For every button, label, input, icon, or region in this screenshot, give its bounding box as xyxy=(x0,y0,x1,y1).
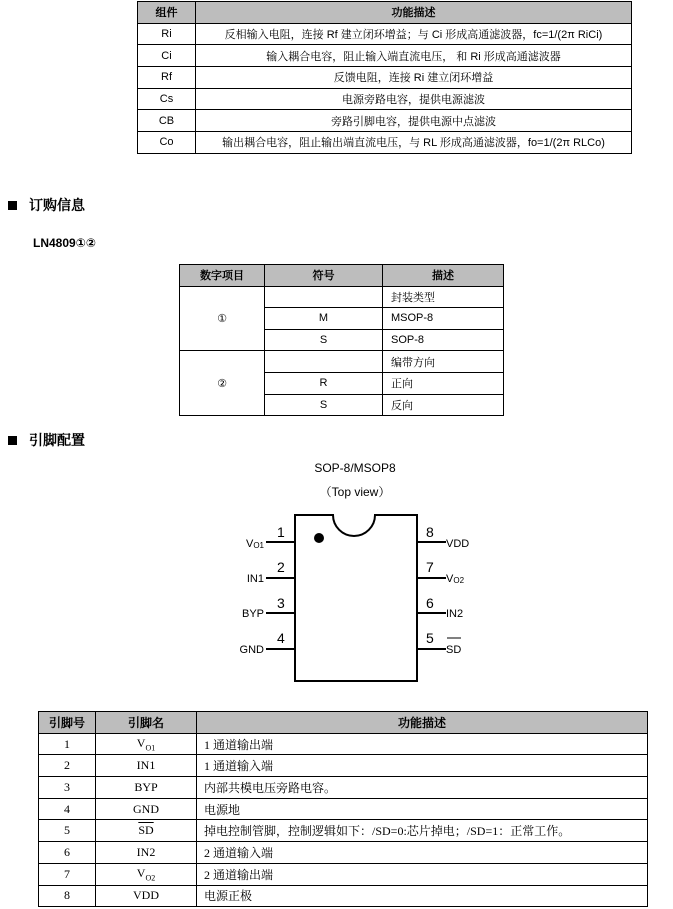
header-symbol: 符号 xyxy=(265,265,383,287)
part-number: LN4809①② xyxy=(33,236,97,250)
pin-name-cell: $V_{O2}$ xyxy=(96,863,197,885)
component-desc: 输入耦合电容，阻止输入端直流电压， 和 Ri 形成高通滤波器 xyxy=(196,45,632,67)
desc-cell: MSOP-8 xyxy=(383,308,504,330)
pin-name-cell: IN1 xyxy=(96,755,197,777)
pin-label: VDD xyxy=(446,538,470,550)
pin-config-title: 引脚配置 xyxy=(29,432,85,448)
pin-number-cell: 1 xyxy=(39,733,96,755)
table-row xyxy=(39,842,648,864)
pin-number: 1 xyxy=(277,524,285,540)
component-name: CB xyxy=(138,110,196,132)
symbol-cell xyxy=(265,286,383,308)
table-row xyxy=(138,45,632,67)
package-label: SOP-8/MSOP8 xyxy=(314,461,396,475)
pin-name-cell: GND xyxy=(96,798,197,820)
pin-number-cell: 8 xyxy=(39,885,96,907)
component-name: Rf xyxy=(138,67,196,89)
table-row xyxy=(39,777,648,799)
table-row xyxy=(39,798,648,820)
pin1-marker-dot xyxy=(314,533,324,543)
pin-number: 6 xyxy=(426,595,434,611)
pin-number: 7 xyxy=(426,559,434,575)
table-row xyxy=(39,820,648,842)
table-row xyxy=(39,885,648,907)
bullet-square-icon xyxy=(8,436,17,445)
component-desc: 电源旁路电容，提供电源滤波 xyxy=(196,88,632,110)
ordering-table xyxy=(179,264,504,416)
header-pin-name: 引脚名 xyxy=(96,712,197,734)
pin-desc-cell: 掉电控制管脚，控制逻辑如下：/SD=0:芯片掉电；/SD=1：正常工作。 xyxy=(197,820,648,842)
header-item: 数字项目 xyxy=(180,265,265,287)
pin-desc-cell: 2 通道输入端 xyxy=(197,842,648,864)
pin-desc-cell: 1 通道输出端 xyxy=(197,733,648,755)
view-label: （Top view） xyxy=(319,485,391,499)
bullet-square-icon xyxy=(8,201,17,210)
pin-name-cell: $V_{O1}$ xyxy=(96,733,197,755)
component-desc: 旁路引脚电容，提供电源中点滤波 xyxy=(196,110,632,132)
pin-number-cell: 3 xyxy=(39,777,96,799)
chip-body xyxy=(295,515,417,681)
table-row xyxy=(39,863,648,885)
header-function: 功能描述 xyxy=(196,2,632,24)
pin-desc-cell: 电源地 xyxy=(197,798,648,820)
symbol-cell xyxy=(265,351,383,373)
table-row xyxy=(39,733,648,755)
pinout-diagram xyxy=(0,455,673,695)
table-row xyxy=(138,88,632,110)
table-row xyxy=(138,67,632,89)
table-row xyxy=(180,351,504,373)
pin-desc-cell: 电源正极 xyxy=(197,885,648,907)
pin-name-cell: IN2 xyxy=(96,842,197,864)
symbol-cell: R xyxy=(265,372,383,394)
symbol-cell: M xyxy=(265,308,383,330)
desc-cell: 编带方向 xyxy=(383,351,504,373)
desc-cell: 反向 xyxy=(383,394,504,416)
pin-label: IN2 xyxy=(446,608,464,620)
header-pin-number: 引脚号 xyxy=(39,712,96,734)
table-row xyxy=(138,110,632,132)
pin-desc-cell: 1 通道输入端 xyxy=(197,755,648,777)
pin-number: 2 xyxy=(277,559,285,575)
symbol-cell: S xyxy=(265,329,383,351)
component-desc: 反相输入电阻，连接 Rf 建立闭环增益；与 Ci 形成高通滤波器，fc=1/(2π RiCi) xyxy=(196,23,632,45)
ordering-section-heading xyxy=(8,195,85,215)
table-row xyxy=(138,132,632,154)
pin-label: IN1 xyxy=(246,573,264,585)
pin-number: 3 xyxy=(277,595,285,611)
pin-number-cell: 4 xyxy=(39,798,96,820)
pin-desc-cell: 2 通道输出端 xyxy=(197,863,648,885)
pin-number-cell: 6 xyxy=(39,842,96,864)
pin-config-section-heading xyxy=(8,430,85,450)
pin-number-cell: 2 xyxy=(39,755,96,777)
pin-number: 8 xyxy=(426,524,434,540)
pin-name-cell: VDD xyxy=(96,885,197,907)
table-row xyxy=(138,23,632,45)
pin-label-sd: SD xyxy=(446,644,462,656)
pin-number: 4 xyxy=(277,630,285,646)
pin-table xyxy=(38,711,648,907)
header-pin-function: 功能描述 xyxy=(197,712,648,734)
component-desc: 反馈电阻，连接 Ri 建立闭环增益 xyxy=(196,67,632,89)
pin-desc-cell: 内部共模电压旁路电容。 xyxy=(197,777,648,799)
component-name: Co xyxy=(138,132,196,154)
component-name: Ci xyxy=(138,45,196,67)
desc-cell: 封装类型 xyxy=(383,286,504,308)
symbol-cell: S xyxy=(265,394,383,416)
header-component: 组件 xyxy=(138,2,196,24)
table-row xyxy=(39,755,648,777)
pin-label: GND xyxy=(239,644,264,656)
pin-number-cell: 5 xyxy=(39,820,96,842)
component-desc: 输出耦合电容，阻止输出端直流电压，与 RL 形成高通滤波器，fo=1/(2π RLCo) xyxy=(196,132,632,154)
pin-label: BYP xyxy=(241,608,264,620)
item-number: ② xyxy=(180,351,265,416)
component-name: Ri xyxy=(138,23,196,45)
table-row xyxy=(180,286,504,308)
pin-label-vo1: VO1 xyxy=(245,538,264,550)
pin-label-vo2: VO2 xyxy=(446,573,465,585)
pin-number-cell: 7 xyxy=(39,863,96,885)
pin-name-cell: $\overline{SD}$ xyxy=(96,820,197,842)
pin-number: 5 xyxy=(426,630,434,646)
component-name: Cs xyxy=(138,88,196,110)
desc-cell: SOP-8 xyxy=(383,329,504,351)
ordering-title: 订购信息 xyxy=(29,197,85,213)
item-number: ① xyxy=(180,286,265,351)
component-table xyxy=(137,1,632,154)
pin-name-cell: BYP xyxy=(96,777,197,799)
desc-cell: 正向 xyxy=(383,372,504,394)
header-desc: 描述 xyxy=(383,265,504,287)
